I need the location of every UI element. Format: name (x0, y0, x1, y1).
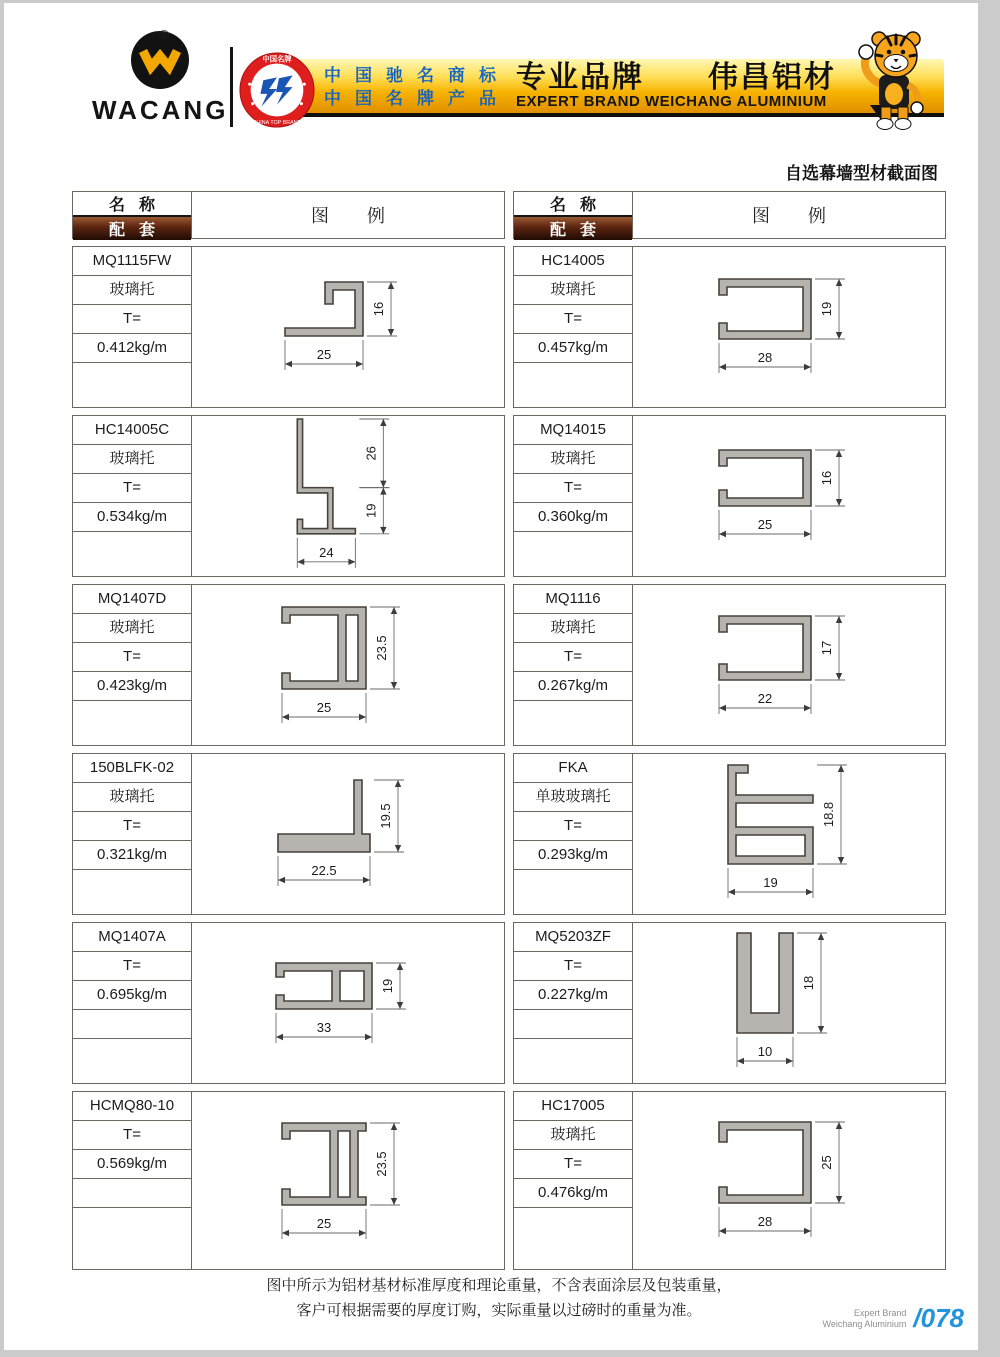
profile-table-left (72, 191, 505, 1270)
product-code-cell: MQ5203ZF (514, 923, 632, 952)
product-block (513, 246, 946, 408)
product-code-cell: HC14005 (514, 247, 632, 276)
product-weight-cell (514, 1010, 632, 1039)
svg-text:22: 22 (757, 691, 773, 706)
product-fitting-cell: 玻璃托 (514, 276, 632, 305)
svg-text:28: 28 (757, 350, 773, 365)
product-thickness-cell: T= (73, 474, 191, 503)
product-fitting-cell: 玻璃托 (73, 276, 191, 305)
svg-text:19.5: 19.5 (378, 803, 393, 829)
profile-diagram (192, 247, 504, 407)
product-fitting-cell: 玻璃托 (514, 1121, 632, 1150)
product-weight-cell (73, 1010, 191, 1039)
profile-cross-section (717, 1116, 861, 1245)
product-code-cell: MQ14015 (514, 416, 632, 445)
svg-text:18.8: 18.8 (820, 801, 836, 827)
product-code-cell: 150BLFK-02 (73, 754, 191, 783)
page-title: 自选幕墙型材截面图 (785, 164, 938, 183)
product-info-column (73, 416, 192, 576)
profile-shape (719, 616, 811, 680)
svg-text:33: 33 (316, 1020, 332, 1035)
product-block (72, 753, 505, 915)
product-block (513, 584, 946, 746)
product-block (513, 922, 946, 1084)
table-header (513, 191, 946, 239)
page-footer (823, 1303, 964, 1334)
svg-text:16: 16 (819, 470, 834, 486)
product-info-column (514, 585, 633, 745)
profile-cross-section (280, 599, 416, 731)
product-fitting-cell: 玻璃托 (514, 614, 632, 643)
column-header-legend: 图例 (752, 206, 864, 226)
product-thickness-cell: T= (514, 305, 632, 334)
product-info-column (514, 247, 633, 407)
profile-shape (276, 963, 372, 1009)
empty-cell (73, 532, 191, 576)
catalog-page (4, 3, 978, 1350)
product-thickness-cell: T= (73, 643, 191, 672)
product-block (72, 246, 505, 408)
tiger-mascot (854, 27, 938, 136)
registered-mark: ® (159, 27, 169, 42)
product-weight-cell (73, 1179, 191, 1208)
product-thickness-cell: T= (514, 1150, 632, 1179)
product-code-cell: MQ1407A (73, 923, 191, 952)
brand-name: WACANG (92, 95, 229, 125)
footnote-line-2: 客户可根据需要的厚度订购，实际重量以过磅时的重量为准。 (296, 1302, 702, 1319)
profile-cross-section (717, 608, 861, 722)
product-fitting-cell: T= (514, 952, 632, 981)
product-thickness-cell: 0.695kg/m (73, 981, 191, 1010)
empty-cell (73, 1039, 191, 1083)
svg-text:23.5: 23.5 (374, 1150, 389, 1177)
svg-text:19: 19 (762, 874, 778, 890)
profile-diagram (633, 923, 945, 1083)
profile-cross-section (274, 955, 422, 1051)
product-fitting-cell: 单玻玻璃托 (514, 783, 632, 812)
product-code-cell: FKA (514, 754, 632, 783)
profile-cross-section (735, 931, 843, 1075)
page-header (4, 3, 978, 153)
product-weight-cell: 0.534kg/m (73, 503, 191, 532)
product-weight-cell: 0.321kg/m (73, 841, 191, 870)
product-fitting-cell: 玻璃托 (73, 445, 191, 474)
profile-diagram (192, 585, 504, 745)
product-fitting-cell: 玻璃托 (514, 445, 632, 474)
profile-diagram (192, 416, 504, 576)
product-block (72, 415, 505, 577)
profile-shape (737, 933, 793, 1033)
product-code-cell: HCMQ80-10 (73, 1092, 191, 1121)
banner-claim-2: 中国名牌产品 (324, 89, 510, 108)
empty-cell (514, 701, 632, 745)
header-divider (230, 47, 233, 127)
product-info-column (514, 1092, 633, 1269)
profile-shape (282, 1123, 366, 1205)
svg-text:22.5: 22.5 (311, 863, 337, 878)
empty-cell (73, 701, 191, 745)
profile-cross-section (717, 444, 861, 548)
product-info-column (73, 1092, 192, 1269)
svg-text:16: 16 (371, 301, 386, 317)
svg-text:26: 26 (363, 445, 379, 461)
banner-claim-1: 中国驰名商标 (324, 66, 510, 85)
product-weight-cell: 0.457kg/m (514, 334, 632, 363)
profile-diagram (192, 754, 504, 914)
gold-banner (258, 59, 944, 117)
profile-diagram (192, 1092, 504, 1269)
column-header-fitting: 配套 (514, 215, 632, 240)
product-weight-cell: 0.412kg/m (73, 334, 191, 363)
product-code-cell: HC17005 (514, 1092, 632, 1121)
profile-shape (298, 419, 356, 534)
china-top-brand-badge (238, 51, 316, 129)
column-header-legend: 图例 (311, 206, 423, 226)
wacang-logo-icon (129, 29, 191, 91)
product-fitting-cell: 玻璃托 (73, 614, 191, 643)
name-header-cell (514, 192, 633, 238)
empty-cell (514, 1039, 632, 1083)
product-info-column (73, 247, 192, 407)
product-fitting-cell: 玻璃托 (73, 783, 191, 812)
profile-shape (719, 450, 811, 506)
profile-cross-section (717, 273, 861, 381)
product-fitting-cell: T= (73, 952, 191, 981)
footer-brand: Expert Brand Weichang Aluminium (822, 1307, 907, 1329)
svg-text:19: 19 (819, 301, 834, 317)
product-block (513, 415, 946, 577)
profile-shape (285, 282, 363, 336)
profile-shape (278, 780, 370, 852)
column-header-fitting: 配套 (73, 215, 191, 240)
svg-text:28: 28 (757, 1214, 773, 1229)
svg-text:18: 18 (801, 975, 816, 991)
badge-bottom-text: CHINA TOP BRAND (252, 120, 302, 127)
profile-cross-section (276, 774, 420, 894)
product-fitting-cell: T= (73, 1121, 191, 1150)
product-code-cell: MQ1116 (514, 585, 632, 614)
profile-cross-section (283, 276, 413, 378)
svg-text:25: 25 (757, 517, 773, 532)
name-header-cell (73, 192, 192, 238)
product-info-column (514, 923, 633, 1083)
svg-text:24: 24 (319, 544, 334, 560)
profile-cross-section (290, 417, 405, 576)
svg-text:25: 25 (316, 700, 332, 715)
profile-diagram (633, 247, 945, 407)
profile-shape (719, 279, 811, 339)
product-thickness-cell: 0.227kg/m (514, 981, 632, 1010)
svg-text:17: 17 (819, 640, 834, 656)
product-weight-cell: 0.293kg/m (514, 841, 632, 870)
badge-top-text: 中国名牌 (262, 54, 292, 64)
footnote-line-1: 图中所示为铝材基材标准厚度和理论重量，不含表面涂层及包装重量， (266, 1277, 732, 1294)
svg-text:10: 10 (757, 1044, 773, 1059)
product-block (513, 753, 946, 915)
svg-text:25: 25 (316, 347, 332, 362)
svg-text:19: 19 (380, 978, 395, 994)
profile-diagram (633, 1092, 945, 1269)
page-number: /078 (913, 1303, 964, 1333)
wacang-logo (92, 29, 228, 126)
product-info-column (514, 754, 633, 914)
empty-cell (514, 532, 632, 576)
empty-cell (73, 1208, 191, 1269)
empty-cell (73, 363, 191, 407)
banner-claims (324, 64, 510, 110)
product-code-cell: MQ1407D (73, 585, 191, 614)
product-code-cell: HC14005C (73, 416, 191, 445)
product-weight-cell: 0.423kg/m (73, 672, 191, 701)
product-info-column (514, 416, 633, 576)
product-weight-cell: 0.476kg/m (514, 1179, 632, 1208)
product-thickness-cell: T= (514, 643, 632, 672)
empty-cell (73, 870, 191, 914)
product-thickness-cell: T= (514, 812, 632, 841)
banner-title-en: EXPERT BRAND WEICHANG ALUMINIUM (516, 93, 827, 110)
product-thickness-cell: 0.569kg/m (73, 1150, 191, 1179)
product-info-column (73, 754, 192, 914)
product-thickness-cell: T= (73, 812, 191, 841)
column-header-name: 名称 (549, 197, 610, 214)
product-info-column (73, 923, 192, 1083)
product-block (513, 1091, 946, 1270)
svg-text:19: 19 (363, 503, 379, 518)
profile-diagram (192, 923, 504, 1083)
product-block (72, 922, 505, 1084)
empty-cell (514, 1208, 632, 1269)
banner-main (516, 61, 836, 110)
profile-diagram (633, 585, 945, 745)
product-block (72, 1091, 505, 1270)
product-weight-cell: 0.267kg/m (514, 672, 632, 701)
profile-shape (728, 765, 813, 864)
svg-text:25: 25 (819, 1155, 834, 1170)
profile-shape (719, 1122, 811, 1203)
product-thickness-cell: T= (514, 474, 632, 503)
column-header-name: 名称 (108, 197, 169, 214)
product-block (72, 584, 505, 746)
svg-text:23.5: 23.5 (374, 635, 389, 661)
profile-cross-section (716, 763, 863, 906)
product-thickness-cell: T= (73, 305, 191, 334)
empty-cell (514, 363, 632, 407)
profile-table-right (513, 191, 946, 1270)
profile-diagram (633, 754, 945, 914)
profile-diagram (633, 416, 945, 576)
product-weight-cell: 0.360kg/m (514, 503, 632, 532)
product-info-column (73, 585, 192, 745)
banner-title-cn: 专业品牌 伟昌铝材 (516, 61, 836, 94)
profile-shape (282, 607, 366, 689)
product-code-cell: MQ1115FW (73, 247, 191, 276)
profile-tables (72, 191, 946, 1270)
profile-cross-section (280, 1115, 416, 1247)
svg-text:25: 25 (316, 1215, 332, 1231)
empty-cell (514, 870, 632, 914)
table-header (72, 191, 505, 239)
